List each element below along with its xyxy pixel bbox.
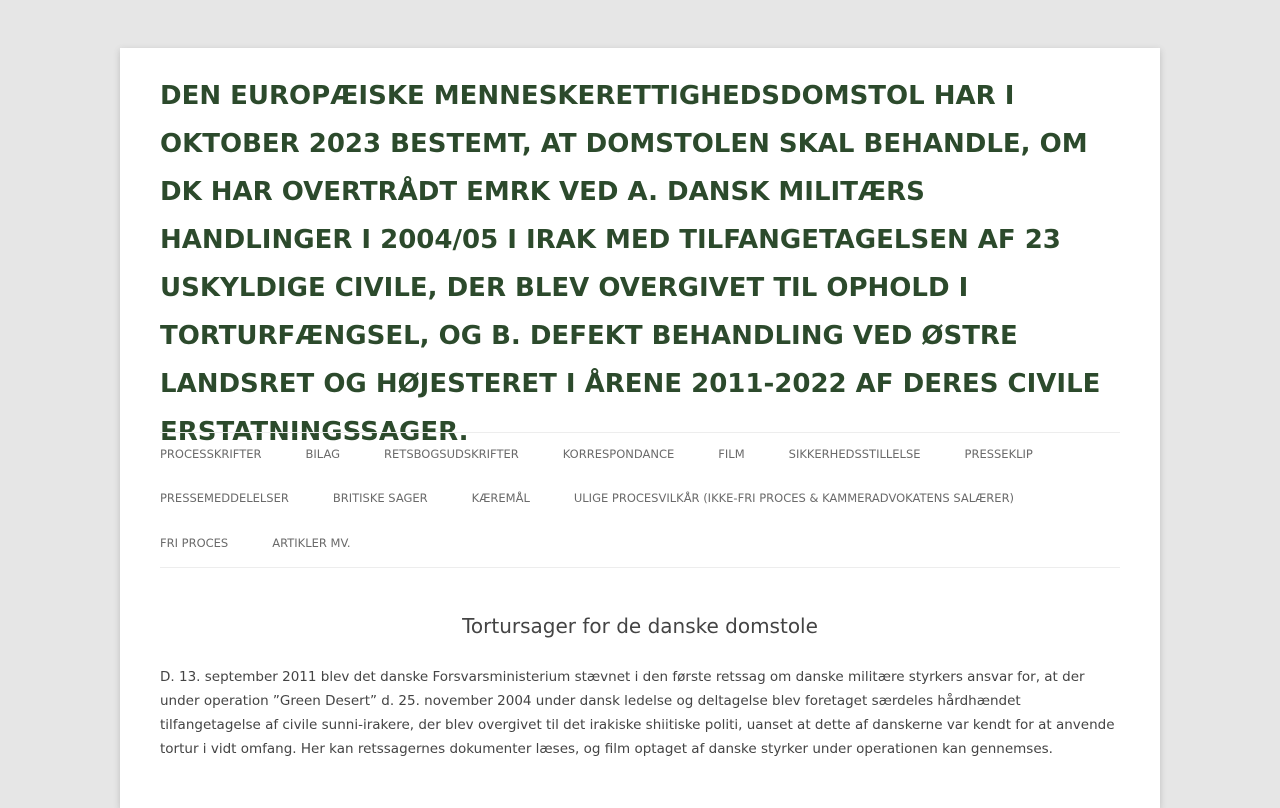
nav-item-retsbogsudskrifter[interactable]: RETSBOGSUDSKRIFTER — [384, 447, 519, 461]
nav-item-bilag[interactable]: BILAG — [305, 447, 341, 461]
nav-item-britiske-sager[interactable]: BRITISKE SAGER — [332, 491, 428, 505]
nav-item-korrespondance[interactable]: KORRESPONDANCE — [562, 447, 675, 461]
nav-item-fri-proces[interactable]: FRI PROCES — [160, 536, 229, 550]
intro-paragraph: D. 13. september 2011 blev det danske Forsvarsministerium stævnet i den første retssag om danske militære styrkers ansvar for, at der under operation ”Green Desert” d. 25. november 2004 under dansk ledelse og deltagelse blev foretaget særdeles hårdhændet tilfangetagelse af civile sunni-irakere, der blev overgivet til det irakiske shiitiske politi, uanset at dette af danskerne var kendt for at anvende tortur i vidt omfang. Her kan retssagernes dokumenter læses, og film optaget af danske styrker under operationen kan gennemses. — [160, 669, 1115, 757]
page-container — [120, 48, 1160, 808]
nav-item-presseklip[interactable]: PRESSEKLIP — [964, 447, 1033, 461]
nav-item-sikkerhedsstillelse[interactable]: SIKKERHEDSSTILLELSE — [788, 447, 921, 461]
nav-item-kaeremaal[interactable]: KÆREMÅL — [471, 491, 530, 505]
main-navigation — [160, 432, 1120, 568]
site-title[interactable] — [160, 72, 1120, 456]
nav-item-ulige-procesvilkaar[interactable]: ULIGE PROCESVILKÅR (IKKE-FRI PROCES & KAMMERADVOKATENS SALÆRER) — [573, 491, 1015, 505]
nav-item-film[interactable]: FILM — [718, 447, 745, 461]
nav-item-processkrifter[interactable]: PROCESSKRIFTER — [160, 447, 262, 461]
nav-row-3 — [160, 536, 395, 550]
nav-item-pressemeddelelser[interactable]: PRESSEMEDDELELSER — [160, 491, 289, 505]
nav-row-2 — [160, 491, 1058, 505]
nav-row-1 — [160, 447, 1077, 461]
page-title: Tortursager for de danske domstole — [462, 614, 818, 638]
nav-item-artikler[interactable]: ARTIKLER MV. — [272, 536, 351, 550]
site-title-link[interactable]: DEN EUROPÆISKE MENNESKERETTIGHEDSDOMSTOL HAR I OKTOBER 2023 BESTEMT, AT DOMSTOLEN SKAL BEHANDLE, OM DK HAR OVERTRÅDT EMRK VED A. DANSK MILITÆRS HANDLINGER I 2004/05 I IRAK MED TILFANGETAGELSEN AF 23 USKYLDIGE CIVILE, DER BLEV OVERGIVET TIL OPHOLD I TORTURFÆNGSEL, OG B. DEFEKT BEHANDLING VED ØSTRE LANDSRET OG HØJESTERET I ÅRENE 2011-2022 AF DERES CIVILE ERSTATNINGSSAGER. — [160, 81, 1101, 447]
